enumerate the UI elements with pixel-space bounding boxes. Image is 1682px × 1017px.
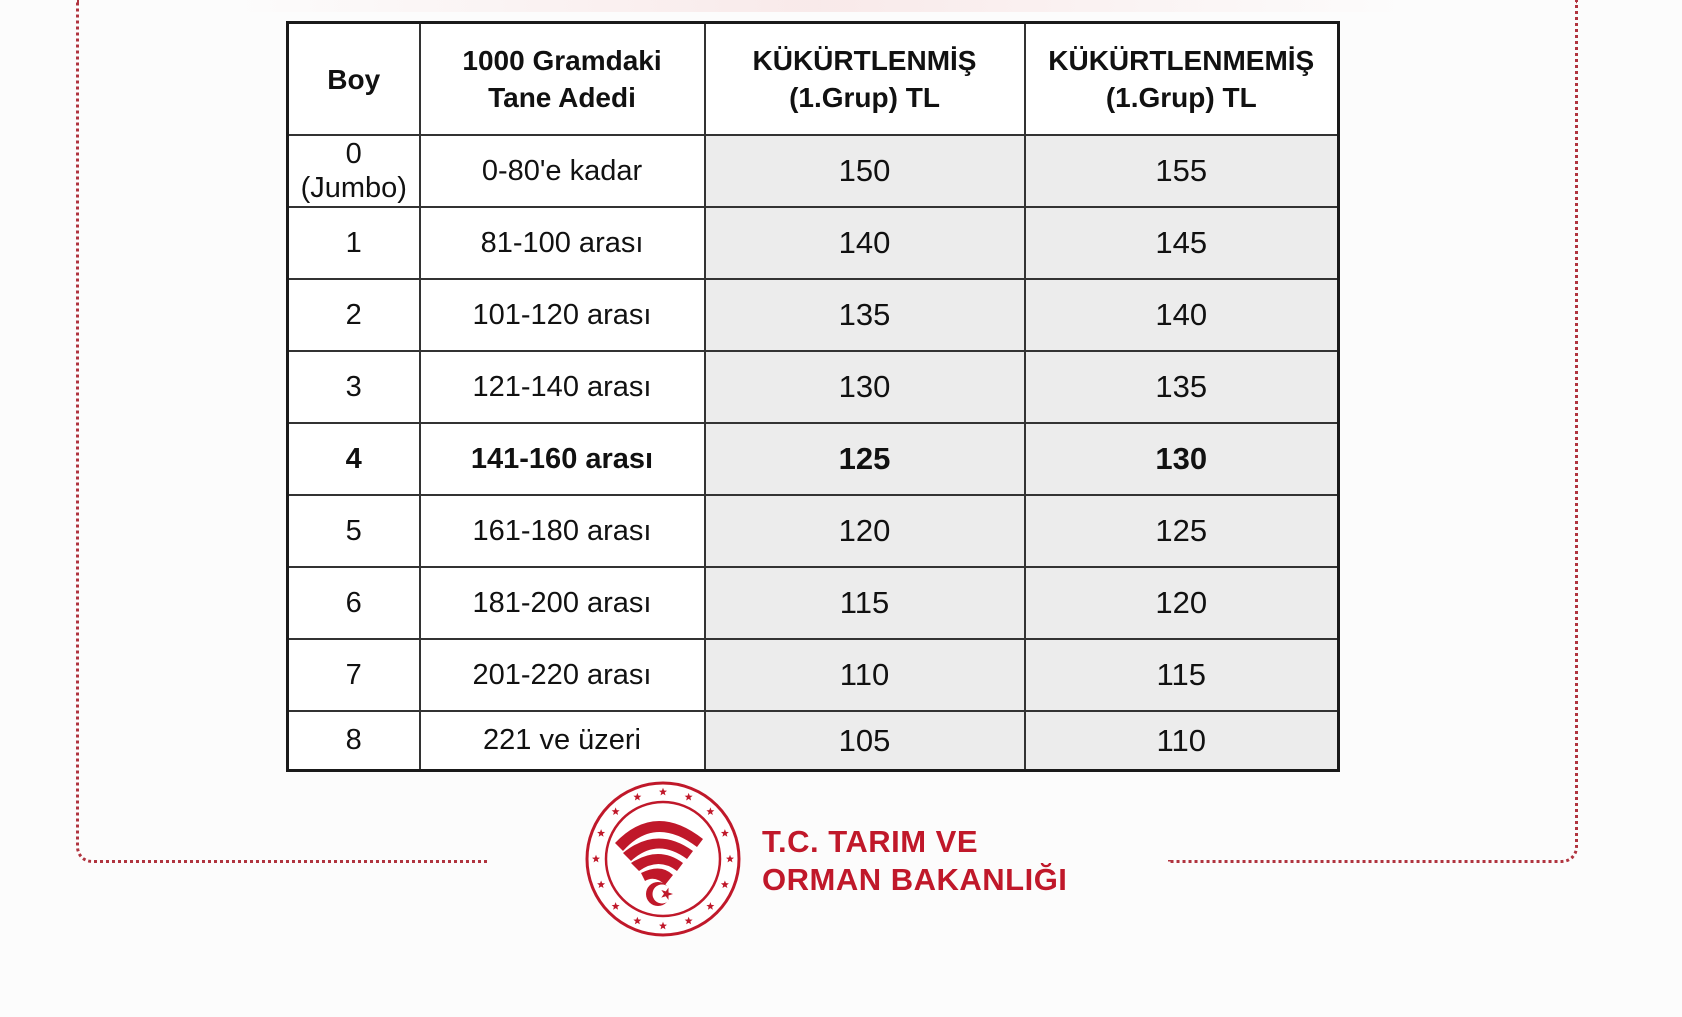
adet-cell: 161-180 arası — [420, 495, 705, 567]
kukurtlenmis-price: 130 — [705, 351, 1025, 423]
kukurtlenmis-price: 120 — [705, 495, 1025, 567]
boy-cell: 0 (Jumbo) — [288, 135, 420, 207]
ministry-line-1: T.C. TARIM VE — [762, 824, 979, 859]
adet-cell: 181-200 arası — [420, 567, 705, 639]
adet-cell: 101-120 arası — [420, 279, 705, 351]
boy-cell: 2 — [288, 279, 420, 351]
kukurtlenmis-price: 140 — [705, 207, 1025, 279]
kukurtlenmemis-price: 115 — [1025, 639, 1339, 711]
header-boy: Boy — [288, 23, 420, 136]
adet-cell: 221 ve üzeri — [420, 711, 705, 771]
boy-cell: 4 — [288, 423, 420, 495]
table-row — [288, 279, 1339, 351]
boy-cell: 6 — [288, 567, 420, 639]
adet-cell: 201-220 arası — [420, 639, 705, 711]
kukurtlenmis-price: 135 — [705, 279, 1025, 351]
kukurtlenmis-price: 105 — [705, 711, 1025, 771]
kukurtlenmemis-price: 145 — [1025, 207, 1339, 279]
kukurtlenmemis-price: 130 — [1025, 423, 1339, 495]
boy-cell: 1 — [288, 207, 420, 279]
kukurtlenmis-price: 150 — [705, 135, 1025, 207]
table-row — [288, 567, 1339, 639]
table-row — [288, 351, 1339, 423]
header-tane-adedi: 1000 Gramdaki Tane Adedi — [420, 23, 705, 136]
kukurtlenmemis-price: 120 — [1025, 567, 1339, 639]
adet-cell: 121-140 arası — [420, 351, 705, 423]
ministry-line-2: ORMAN BAKANLIĞI — [762, 862, 1068, 897]
kukurtlenmis-price: 125 — [705, 423, 1025, 495]
ministry-name — [762, 823, 1067, 899]
header-kukurtlenmemis: KÜKÜRTLENMEMİŞ (1.Grup) TL — [1025, 23, 1339, 136]
table-row-highlighted — [288, 423, 1339, 495]
table-row — [288, 711, 1339, 771]
price-table — [286, 21, 1340, 772]
adet-cell: 0-80'e kadar — [420, 135, 705, 207]
boy-cell: 8 — [288, 711, 420, 771]
kukurtlenmemis-price: 135 — [1025, 351, 1339, 423]
table-header-row — [288, 23, 1339, 136]
boy-cell: 7 — [288, 639, 420, 711]
kukurtlenmemis-price: 140 — [1025, 279, 1339, 351]
ministry-seal-icon — [585, 781, 741, 937]
kukurtlenmis-price: 110 — [705, 639, 1025, 711]
kukurtlenmemis-price: 125 — [1025, 495, 1339, 567]
kukurtlenmemis-price: 110 — [1025, 711, 1339, 771]
table-row — [288, 639, 1339, 711]
kukurtlenmis-price: 115 — [705, 567, 1025, 639]
boy-cell: 5 — [288, 495, 420, 567]
boy-cell: 3 — [288, 351, 420, 423]
table-row — [288, 207, 1339, 279]
table-row — [288, 135, 1339, 207]
table-row — [288, 495, 1339, 567]
header-kukurtlenmis: KÜKÜRTLENMİŞ (1.Grup) TL — [705, 23, 1025, 136]
adet-cell: 81-100 arası — [420, 207, 705, 279]
kukurtlenmemis-price: 155 — [1025, 135, 1339, 207]
adet-cell: 141-160 arası — [420, 423, 705, 495]
